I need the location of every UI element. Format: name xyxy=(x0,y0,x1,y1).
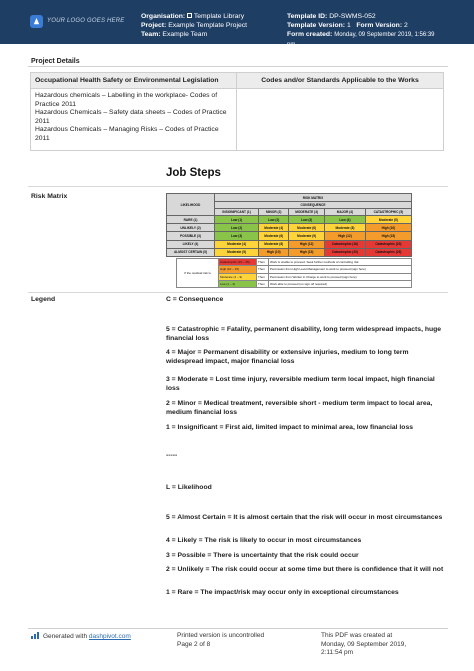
footer-divider xyxy=(28,628,448,629)
matrix-cell: Low (1) xyxy=(215,216,259,224)
form-created-label: Form created: xyxy=(287,31,333,38)
legend-line: 1 = Insignificant = First aid, limited impact to minimal area, low financial loss xyxy=(166,424,414,431)
risk-matrix xyxy=(166,193,412,257)
residual-action: Work able to proceed (no sign off required) xyxy=(269,280,412,287)
matrix-cell: Moderate (5) xyxy=(365,216,411,224)
bar-chart-icon xyxy=(31,632,40,639)
legend-line: 5 = Almost Certain = It is almost certain that the risk will occur in most circumstances xyxy=(166,514,443,521)
matrix-cell: Moderate (6) xyxy=(289,224,325,232)
form-created-value-2: pm xyxy=(287,42,296,48)
organisation-value: Template Library xyxy=(193,13,245,20)
residual-then: Then xyxy=(257,259,269,266)
company-logo xyxy=(30,11,126,31)
matrix-cell: Low (4) xyxy=(325,216,366,224)
created-line: 2:11:54 pm xyxy=(321,649,354,657)
header-template-info xyxy=(287,12,435,50)
legend-line: 2 = Unlikely = The risk could occur at some time but there is confidence that it will not xyxy=(166,566,444,573)
project-details-title: Project Details xyxy=(31,58,80,65)
form-version-label: Form Version: xyxy=(356,22,403,29)
matrix-cell: Catastrophic (20) xyxy=(325,248,366,256)
generated-prefix: Generated with xyxy=(43,633,88,640)
consequence-col: INSIGNIFICANT (1) xyxy=(215,209,259,216)
consequence-col: MINOR (2) xyxy=(259,209,289,216)
organisation-label: Organisation: xyxy=(141,13,186,20)
residual-action: Permission from High Level Management to work to proceed (sign here) xyxy=(269,266,412,273)
matrix-cell: Catastrophic (20) xyxy=(365,240,411,248)
logo-text: YOUR LOGO GOES HERE xyxy=(47,18,125,24)
residual-action: Work is unable to proceed. Seek further methods of controlling risk xyxy=(269,259,412,266)
legend-line: 3 = Possible = There is uncertainty that the risk could occur xyxy=(166,552,359,559)
divider xyxy=(28,292,448,293)
project-details-table xyxy=(30,72,444,151)
page-number: Page 2 of 8 xyxy=(177,640,211,648)
matrix-cell: Moderate (8) xyxy=(259,240,289,248)
legend-line: C = Consequence xyxy=(166,296,224,303)
created-line: This PDF was created at xyxy=(321,632,393,639)
likelihood-header: LIKELIHOOD xyxy=(167,194,215,216)
divider xyxy=(28,66,448,67)
form-created-value: Monday, 09 September 2019, 1:56:39 xyxy=(334,32,435,38)
legend-line: 2 = Minor = Medical treatment, reversible short - medium term impact to local area, medium financial loss xyxy=(166,400,433,416)
residual-then: Then xyxy=(257,273,269,280)
legend-line: 3 = Moderate = Lost time injury, reversible medium term local impact, high financial loss xyxy=(166,376,435,392)
residual-risk-table xyxy=(176,258,412,288)
matrix-cell: High (15) xyxy=(365,232,411,240)
legend-line: 1 = Rare = The impact/risk may occur only in exceptional circumstances xyxy=(166,589,399,596)
template-version-value: 1 xyxy=(346,22,351,29)
consequence-col: CATASTROPHIC (5) xyxy=(365,209,411,216)
residual-then: Then xyxy=(257,280,269,287)
project-value: Example Template Project xyxy=(168,22,248,29)
consequence-col: MODERATE (3) xyxy=(289,209,325,216)
matrix-cell: Moderate (8) xyxy=(325,224,366,232)
likelihood-row-label: RARE (1) xyxy=(167,216,215,224)
matrix-cell: Low (3) xyxy=(215,232,259,240)
residual-action: Permission from Worker in Charge to work to proceed (sign here) xyxy=(269,273,412,280)
consequence-col: MAJOR (4) xyxy=(325,209,366,216)
footer-created xyxy=(321,632,406,658)
residual-level: High (10 – 15) xyxy=(219,266,257,273)
likelihood-row-label: POSSIBLE (3) xyxy=(167,232,215,240)
dashpivot-link[interactable]: dashpivot.com xyxy=(88,633,131,640)
legend-line: ----- xyxy=(166,452,178,459)
codes-header: Codes and/or Standards Applicable to the Works xyxy=(237,73,444,89)
legislation-line: Hazardous Chemicals – Managing Risks – Codes of Practice 2011 xyxy=(35,126,219,142)
matrix-cell: Catastrophic (25) xyxy=(365,248,411,256)
team-label: Team: xyxy=(141,31,161,38)
matrix-cell: High (10) xyxy=(259,248,289,256)
matrix-cell: Moderate (4) xyxy=(259,224,289,232)
job-steps-title: Job Steps xyxy=(166,167,221,179)
legend-label: Legend xyxy=(31,296,56,303)
residual-label: If the residual risk is xyxy=(177,259,219,288)
divider xyxy=(28,186,448,187)
likelihood-row-label: UNLIKELY (2) xyxy=(167,224,215,232)
legend-line: 4 = Major = Permanent disability or extensive injuries, medium to long term widespread impact, major financial loss xyxy=(166,349,409,365)
residual-level: Low (1 – 3) xyxy=(219,280,257,287)
template-id-value: DP-SWMS-052 xyxy=(329,13,376,20)
matrix-cell: High (15) xyxy=(289,248,325,256)
legend-line: 4 = Likely = The risk is likely to occur in most circumstances xyxy=(166,537,362,544)
footer-printed xyxy=(177,632,264,649)
matrix-cell: High (10) xyxy=(365,224,411,232)
consequence-header: CONSEQUENCE xyxy=(215,202,412,209)
template-id-label: Template ID: xyxy=(287,13,328,20)
logo-icon xyxy=(30,15,43,28)
legislation-cell xyxy=(31,89,237,151)
residual-level: Catastrophic (16 – 25) xyxy=(219,259,257,266)
likelihood-row-label: ALMOST CERTAIN (5) xyxy=(167,248,215,256)
residual-risk-actions xyxy=(176,258,412,288)
created-line: Monday, 09 September 2019, xyxy=(321,640,407,648)
checkbox-icon xyxy=(187,13,192,18)
matrix-cell: Moderate (4) xyxy=(215,240,259,248)
risk-matrix-label: Risk Matrix xyxy=(31,193,68,200)
risk-matrix-table xyxy=(166,193,412,257)
likelihood-row-label: LIKELY (4) xyxy=(167,240,215,248)
team-value: Example Team xyxy=(162,31,208,38)
codes-cell xyxy=(237,89,444,151)
form-version-value: 2 xyxy=(403,22,408,29)
document-header xyxy=(0,0,474,48)
residual-then: Then xyxy=(257,266,269,273)
matrix-cell: Low (3) xyxy=(289,216,325,224)
legislation-header: Occupational Health Safety or Environmental Legislation xyxy=(31,73,237,89)
matrix-cell: Moderate (5) xyxy=(215,248,259,256)
legend-line: L = Likelihood xyxy=(166,484,212,491)
legislation-line: Hazardous Chemicals – Safety data sheets – Codes of Practice 2011 xyxy=(35,109,227,125)
legislation-line: Hazardous chemicals – Labelling in the workplace- Codes of Practice 2011 xyxy=(35,92,218,108)
residual-level: Moderate (4 – 9) xyxy=(219,273,257,280)
legend-line: 5 = Catastrophic = Fatality, permanent disability, long term widespread impacts, huge financial loss xyxy=(166,326,442,342)
matrix-cell: Low (2) xyxy=(215,224,259,232)
matrix-cell: Moderate (6) xyxy=(259,232,289,240)
matrix-cell: Low (2) xyxy=(259,216,289,224)
printed-note: Printed version is uncontrolled xyxy=(177,632,265,639)
footer-generated xyxy=(31,632,131,642)
matrix-cell: High (12) xyxy=(325,232,366,240)
matrix-cell: High (12) xyxy=(289,240,325,248)
matrix-cell: Moderate (9) xyxy=(289,232,325,240)
project-label: Project: xyxy=(141,22,167,29)
risk-matrix-title: RISK MATRIX xyxy=(215,194,412,202)
template-version-label: Template Version: xyxy=(287,22,346,29)
matrix-cell: Catastrophic (16) xyxy=(325,240,366,248)
header-project-info xyxy=(141,12,247,39)
